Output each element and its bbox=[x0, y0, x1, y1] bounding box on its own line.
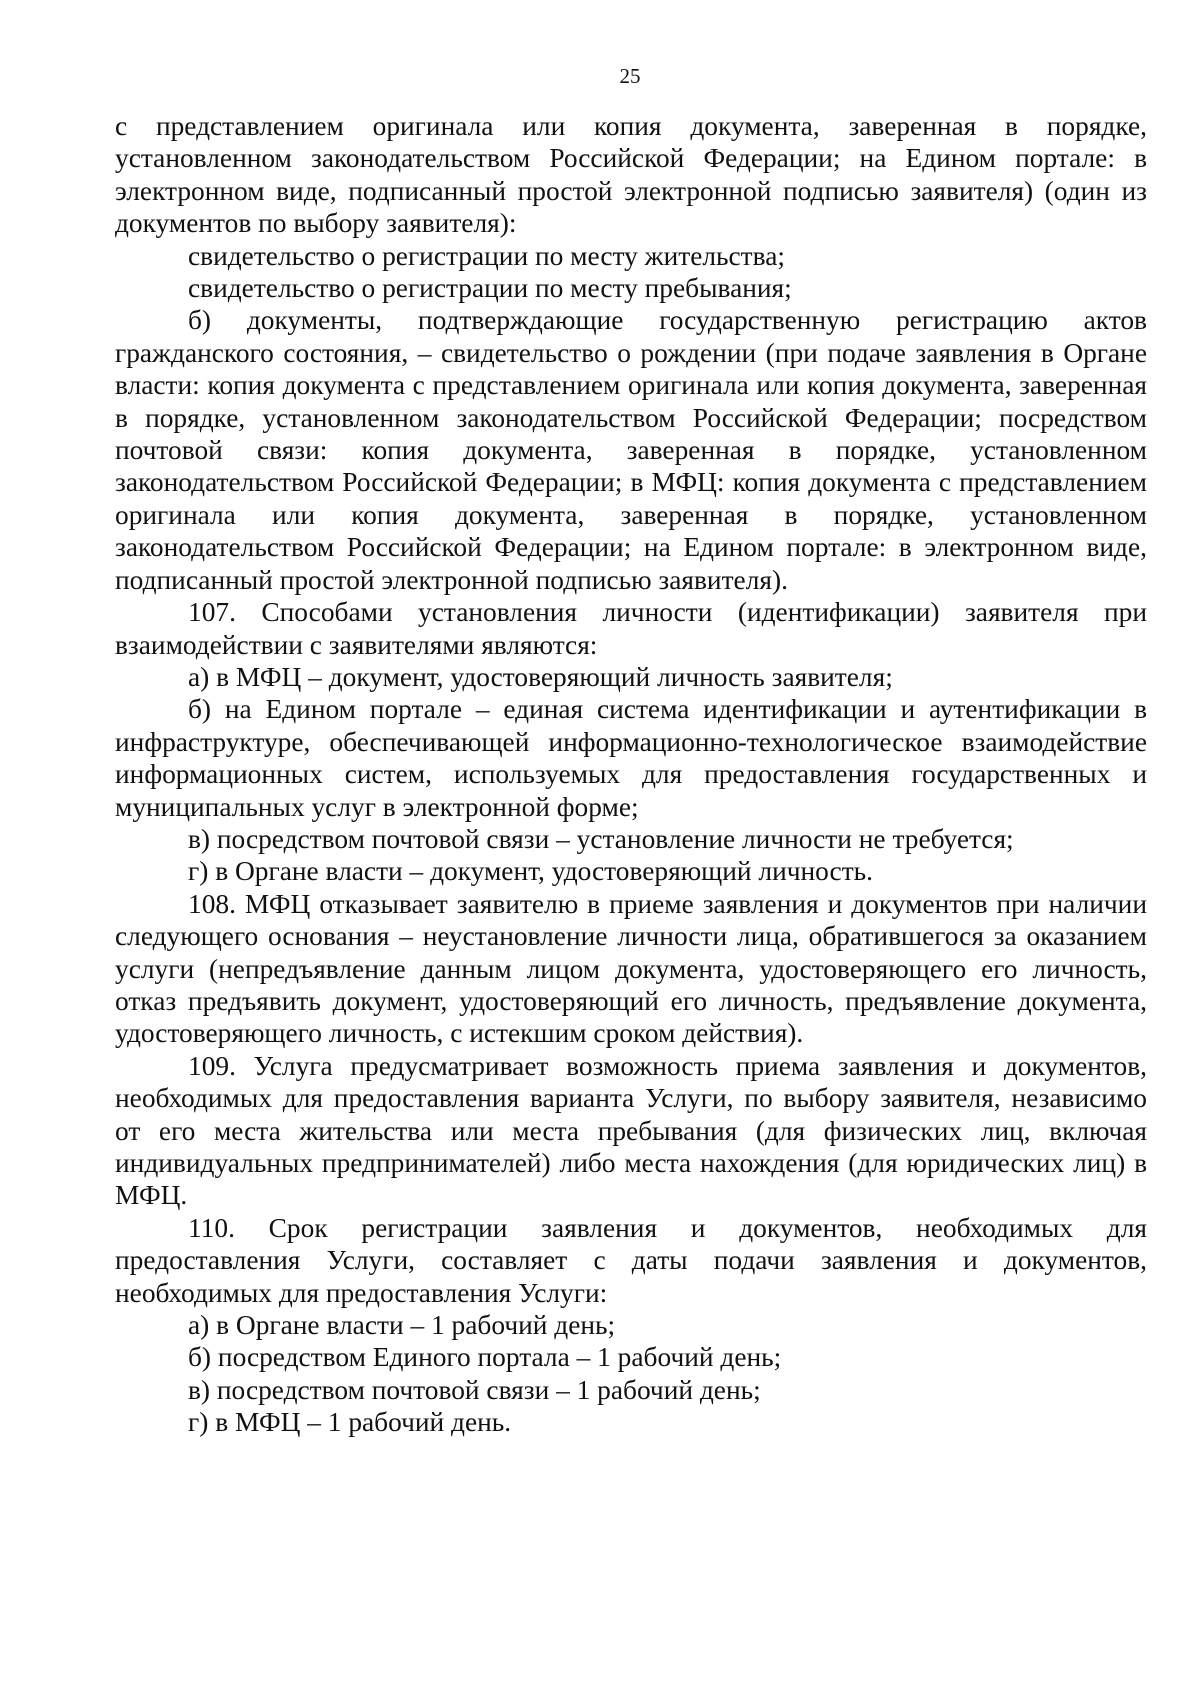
list-item-110-v: в) посредством почтовой связи – 1 рабочий день; bbox=[188, 1374, 761, 1405]
document-body bbox=[115, 110, 1147, 1439]
list-item-110-g: г) в МФЦ – 1 рабочий день. bbox=[188, 1407, 512, 1438]
paragraph-continuation: с представлением оригинала или копия документа, заверенная в порядке, установленном законодательством Российской Федерации; на Едином портале: в электронном виде, подписанный простой электронной подписью заявителя) (один из документов по выбору заявителя): bbox=[115, 111, 1147, 239]
paragraph-110: 110. Срок регистрации заявления и документов, необходимых для предоставления Услуги, составляет с даты подачи заявления и документов, необходимых для предоставления Услуги: bbox=[115, 1212, 1147, 1308]
list-item-107-b: б) на Едином портале – единая система идентификации и аутентификации в инфраструктуре, обеспечивающей информационно-технологическое взаимодействие информационных систем, используемых для предоставления государственных и муниципальных услуг в электронной форме; bbox=[115, 694, 1147, 822]
paragraph-108: 108. МФЦ отказывает заявителю в приеме заявления и документов при наличии следующего основания – неустановление личности лица, обратившегося за оказанием услуги (непредъявление данным лицом документа, удостоверяющего его личность, отказ предъявить документ, удостоверяющий его личность, предъявление документа, удостоверяющего личность, с истекшим сроком действия). bbox=[115, 888, 1147, 1049]
list-item-110-b: б) посредством Единого портала – 1 рабочий день; bbox=[188, 1342, 782, 1373]
paragraph-107: 107. Способами установления личности (идентификации) заявителя при взаимодействии с заявителями являются: bbox=[115, 597, 1147, 660]
list-item-110-a: а) в Органе власти – 1 рабочий день; bbox=[188, 1310, 616, 1341]
list-item-107-v: в) посредством почтовой связи – установление личности не требуется; bbox=[188, 823, 1014, 854]
list-item-107-g: г) в Органе власти – документ, удостоверяющий личность. bbox=[188, 856, 874, 887]
page-number: 25 bbox=[619, 64, 641, 88]
list-item-stay-certificate: свидетельство о регистрации по месту пребывания; bbox=[188, 273, 792, 304]
paragraph-109: 109. Услуга предусматривает возможность приема заявления и документов, необходимых для предоставления варианта Услуги, по выбору заявителя, независимо от его места жительства или места пребывания (для физических лиц, включая индивидуальных предпринимателей) либо места нахождения (для юридических лиц) в МФЦ. bbox=[115, 1050, 1147, 1211]
list-item-residence-certificate: свидетельство о регистрации по месту жительства; bbox=[188, 240, 785, 271]
list-item-107-a: а) в МФЦ – документ, удостоверяющий личность заявителя; bbox=[188, 661, 893, 692]
paragraph-civil-status-documents: б) документы, подтверждающие государственную регистрацию актов гражданского состояния, – свидетельство о рождении (при подаче заявления в Органе власти: копия документа с представлением оригинала или копия документа, заверенная в порядке, установленном законодательством Российской Федерации; посредством почтовой связи: копия документа, заверенная в порядке, установленном законодательством Российской Федерации; в МФЦ: копия документа с представлением оригинала или копия документа, заверенная в порядке, установленном законодательством Российской Федерации; на Едином портале: в электронном виде, подписанный простой электронной подписью заявителя). bbox=[115, 305, 1147, 595]
